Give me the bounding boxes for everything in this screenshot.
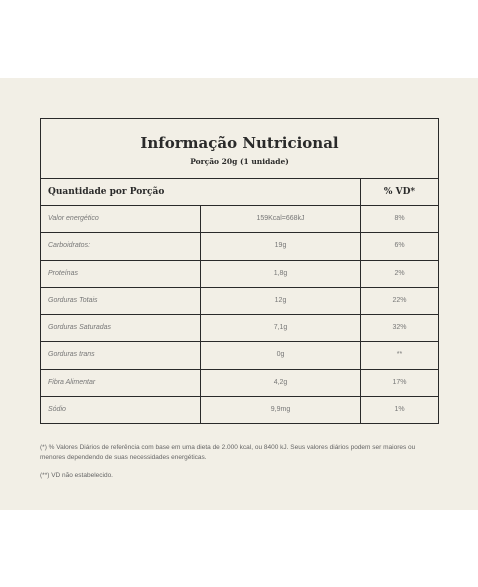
- nutrient-name: Valor energético: [41, 206, 201, 232]
- nutrient-name: Proteínas: [41, 261, 201, 287]
- nutrient-name: Carboidratos:: [41, 233, 201, 259]
- nutrient-amount: 9,9mg: [201, 397, 361, 423]
- table-row: [41, 342, 438, 369]
- footnote-vd-not-established: (**) VD não estabelecido.: [40, 472, 113, 479]
- header-vd-label: % VD*: [383, 187, 416, 197]
- table-body: [41, 206, 438, 423]
- nutrient-vd: 2%: [394, 269, 405, 277]
- nutrient-amount: 4,2g: [201, 370, 361, 396]
- nutrient-vd: 22%: [392, 296, 407, 304]
- table-subtitle: Porção 20g (1 unidade): [190, 157, 289, 166]
- nutrient-amount: 0g: [201, 342, 361, 368]
- table-row: [41, 233, 438, 260]
- table-title-area: [41, 119, 438, 179]
- nutrient-name: Sódio: [41, 397, 201, 423]
- table-row: [41, 288, 438, 315]
- nutrient-amount: 159Kcal=668kJ: [201, 206, 361, 232]
- nutrient-amount: 12g: [201, 288, 361, 314]
- nutrient-name: Gorduras Totais: [41, 288, 201, 314]
- nutrition-table: [40, 118, 439, 424]
- table-title: Informação Nutricional: [140, 134, 339, 152]
- nutrient-name: Gorduras trans: [41, 342, 201, 368]
- header-quantity-label: Quantidade por Porção: [41, 179, 361, 205]
- nutrient-vd: 1%: [394, 405, 405, 413]
- nutrient-name: Gorduras Saturadas: [41, 315, 201, 341]
- footnotes: [40, 443, 440, 489]
- nutrient-vd: 6%: [394, 242, 405, 250]
- nutrient-amount: 7,1g: [201, 315, 361, 341]
- table-row: [41, 261, 438, 288]
- nutrient-amount: 1,8g: [201, 261, 361, 287]
- nutrient-vd: 32%: [392, 324, 407, 331]
- nutrition-panel: [0, 78, 478, 510]
- table-row: [41, 315, 438, 342]
- nutrient-vd: 8%: [394, 215, 405, 222]
- table-header-row: [41, 179, 438, 206]
- nutrient-name: Fibra Alimentar: [41, 370, 201, 396]
- nutrient-amount: 19g: [201, 233, 361, 259]
- nutrient-vd: **: [396, 351, 403, 359]
- footnote-daily-values: (*) % Valores Diários de referência com base em uma dieta de 2.000 kcal, ou 8400 kJ. Seus valores diários podem ser maiores ou menores dependendo de suas necessidades energéticas.: [40, 444, 416, 461]
- nutrient-vd: 17%: [392, 378, 407, 386]
- table-row: [41, 370, 438, 397]
- table-row: [41, 206, 438, 233]
- table-row: [41, 397, 438, 423]
